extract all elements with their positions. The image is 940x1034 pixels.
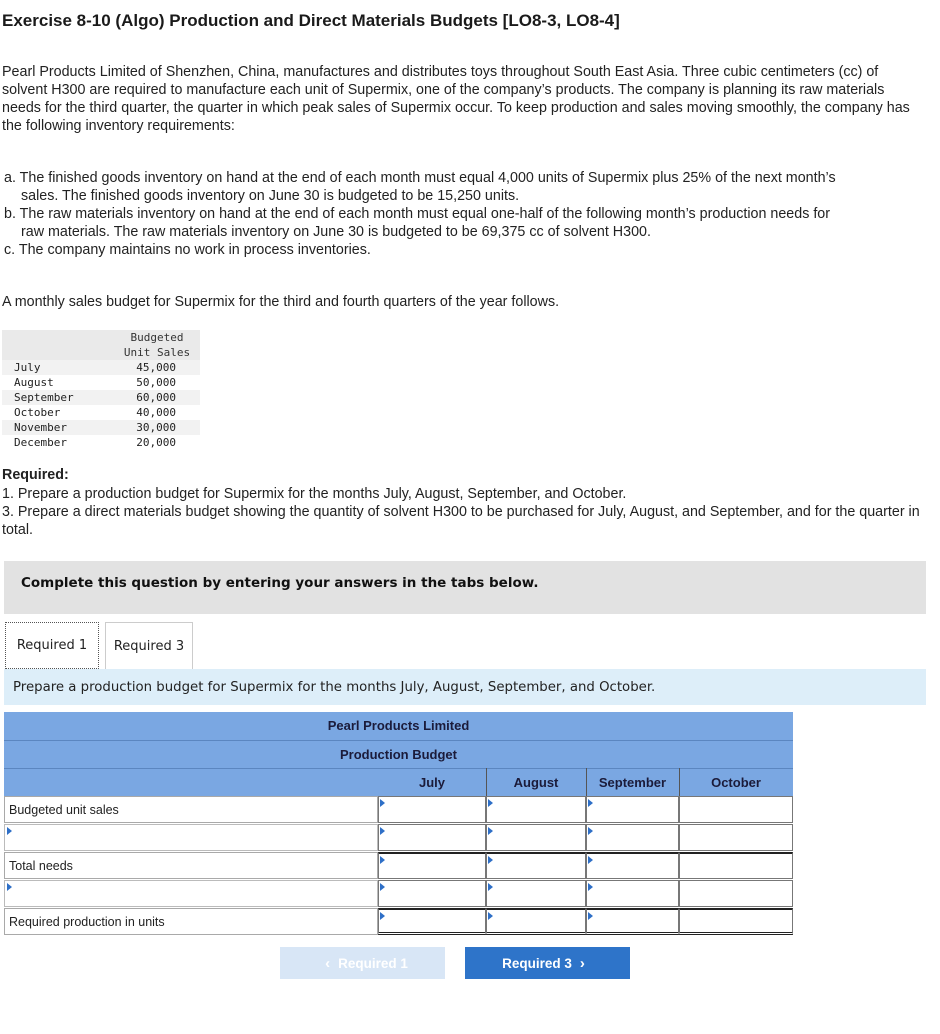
input-cell-september-row4[interactable]	[586, 880, 679, 907]
units-cell: 20,000	[114, 435, 200, 450]
month-cell: December	[2, 435, 114, 450]
production-budget-grid	[4, 712, 793, 937]
input-marker-icon	[380, 856, 385, 864]
table-row	[2, 390, 200, 405]
previous-button-label: Required 1	[338, 955, 408, 971]
input-marker-icon	[380, 883, 385, 891]
input-cell-august-required-production[interactable]	[486, 908, 586, 935]
input-cell-october-budgeted-sales[interactable]	[679, 796, 793, 823]
column-divider	[486, 768, 487, 796]
requirement-a-line2: sales. The finished goods inventory on June 30 is budgeted to be 15,250 units.	[21, 188, 520, 204]
budget-title: Production Budget	[4, 740, 793, 768]
table-row	[2, 435, 200, 450]
input-cell-september-budgeted-sales[interactable]	[586, 796, 679, 823]
next-button[interactable]	[465, 947, 630, 979]
sales-header-line1: Budgeted	[114, 330, 200, 345]
month-cell: November	[2, 420, 114, 435]
tab-description-banner	[4, 669, 926, 705]
requirement-b-line1: b. The raw materials inventory on hand at the end of each month must equal one-half of the following month’s production needs for	[4, 206, 831, 222]
input-cell-october-required-production[interactable]	[679, 908, 793, 935]
next-button-label: Required 3	[502, 955, 572, 971]
required-heading: Required:	[2, 467, 69, 483]
column-divider	[586, 768, 587, 796]
chevron-left-icon: ‹	[325, 954, 331, 972]
tab-required-3[interactable]: Required 3	[105, 622, 193, 669]
units-cell: 50,000	[114, 375, 200, 390]
units-cell: 45,000	[114, 360, 200, 375]
input-cell-august-budgeted-sales[interactable]	[486, 796, 586, 823]
input-cell-july-total-needs[interactable]	[378, 852, 486, 879]
budget-company-name: Pearl Products Limited	[4, 712, 793, 740]
column-header-blank	[4, 768, 378, 796]
input-marker-icon	[488, 883, 493, 891]
sales-budget-table	[2, 330, 200, 450]
requirement-c: c. The company maintains no work in process inventories.	[4, 242, 371, 258]
instruction-banner	[4, 561, 926, 614]
input-cell-august-total-needs[interactable]	[486, 852, 586, 879]
month-cell: September	[2, 390, 114, 405]
input-marker-icon	[488, 856, 493, 864]
requirement-b-line2: raw materials. The raw materials inventory on June 30 is budgeted to be 69,375 cc of solvent H300.	[21, 224, 651, 240]
requirement-a	[4, 169, 924, 205]
month-cell: July	[2, 360, 114, 375]
instruction-text: Complete this question by entering your answers in the tabs below.	[21, 575, 539, 591]
column-divider	[679, 768, 680, 796]
column-header-july: July	[378, 768, 486, 796]
row-label-input-4[interactable]	[4, 880, 378, 907]
input-cell-july-budgeted-sales[interactable]	[378, 796, 486, 823]
input-cell-september-total-needs[interactable]	[586, 852, 679, 879]
sales-intro: A monthly sales budget for Supermix for the third and fourth quarters of the year follows.	[2, 294, 560, 310]
tab-required-1[interactable]: Required 1	[5, 622, 99, 669]
input-marker-icon	[588, 912, 593, 920]
input-marker-icon	[488, 912, 493, 920]
row-label-input-2[interactable]	[4, 824, 378, 851]
page-title: Exercise 8-10 (Algo) Production and Direct Materials Budgets [LO8-3, LO8-4]	[2, 11, 620, 30]
column-header-october: October	[679, 768, 793, 796]
input-cell-july-row2[interactable]	[378, 824, 486, 851]
input-marker-icon	[380, 827, 385, 835]
input-marker-icon	[488, 799, 493, 807]
row-label-budgeted-unit-sales: Budgeted unit sales	[4, 796, 378, 823]
units-cell: 30,000	[114, 420, 200, 435]
units-cell: 60,000	[114, 390, 200, 405]
input-marker-icon	[588, 883, 593, 891]
table-row	[2, 360, 200, 375]
table-row	[2, 375, 200, 390]
input-marker-icon	[488, 827, 493, 835]
input-marker-icon	[380, 799, 385, 807]
input-marker-icon	[588, 799, 593, 807]
previous-button[interactable]	[280, 947, 445, 979]
table-row	[2, 405, 200, 420]
input-cell-july-required-production[interactable]	[378, 908, 486, 935]
input-cell-october-row4[interactable]	[679, 880, 793, 907]
input-cell-august-row4[interactable]	[486, 880, 586, 907]
input-marker-icon	[7, 827, 12, 835]
input-marker-icon	[380, 912, 385, 920]
units-cell: 40,000	[114, 405, 200, 420]
input-marker-icon	[588, 856, 593, 864]
column-header-september: September	[586, 768, 679, 796]
sales-header-line2: Unit Sales	[114, 345, 200, 360]
intro-paragraph: Pearl Products Limited of Shenzhen, China, manufactures and distributes toys throughout South East Asia. Three cubic centimeters (cc) of solvent H300 are required to manufacture each unit of Supermix, one of the company’s products. The company is planning its raw materials needs for the third quarter, the quarter in which peak sales of Supermix occur. To keep production and sales moving smoothly, the company has the following inventory requirements:	[2, 64, 910, 134]
column-header-august: August	[486, 768, 586, 796]
row-label-total-needs: Total needs	[4, 852, 378, 879]
input-cell-october-total-needs[interactable]	[679, 852, 793, 879]
month-cell: October	[2, 405, 114, 420]
input-cell-july-row4[interactable]	[378, 880, 486, 907]
input-cell-september-row2[interactable]	[586, 824, 679, 851]
requirement-a-line1: a. The finished goods inventory on hand at the end of each month must equal 4,000 units of Supermix plus 25% of the next month’s	[4, 170, 836, 186]
tab-description: Prepare a production budget for Supermix for the months July, August, September, and October.	[13, 680, 656, 695]
required-item-1: 1. Prepare a production budget for Supermix for the months July, August, September, and October.	[2, 486, 627, 502]
input-cell-october-row2[interactable]	[679, 824, 793, 851]
input-cell-september-required-production[interactable]	[586, 908, 679, 935]
table-row	[2, 420, 200, 435]
row-label-required-production: Required production in units	[4, 908, 378, 935]
input-marker-icon	[588, 827, 593, 835]
requirement-b	[4, 205, 924, 241]
input-cell-august-row2[interactable]	[486, 824, 586, 851]
month-cell: August	[2, 375, 114, 390]
chevron-right-icon: ›	[579, 954, 585, 972]
input-marker-icon	[7, 883, 12, 891]
required-item-3: 3. Prepare a direct materials budget showing the quantity of solvent H300 to be purchased for July, August, and September, and for the quarter in total.	[2, 504, 920, 538]
